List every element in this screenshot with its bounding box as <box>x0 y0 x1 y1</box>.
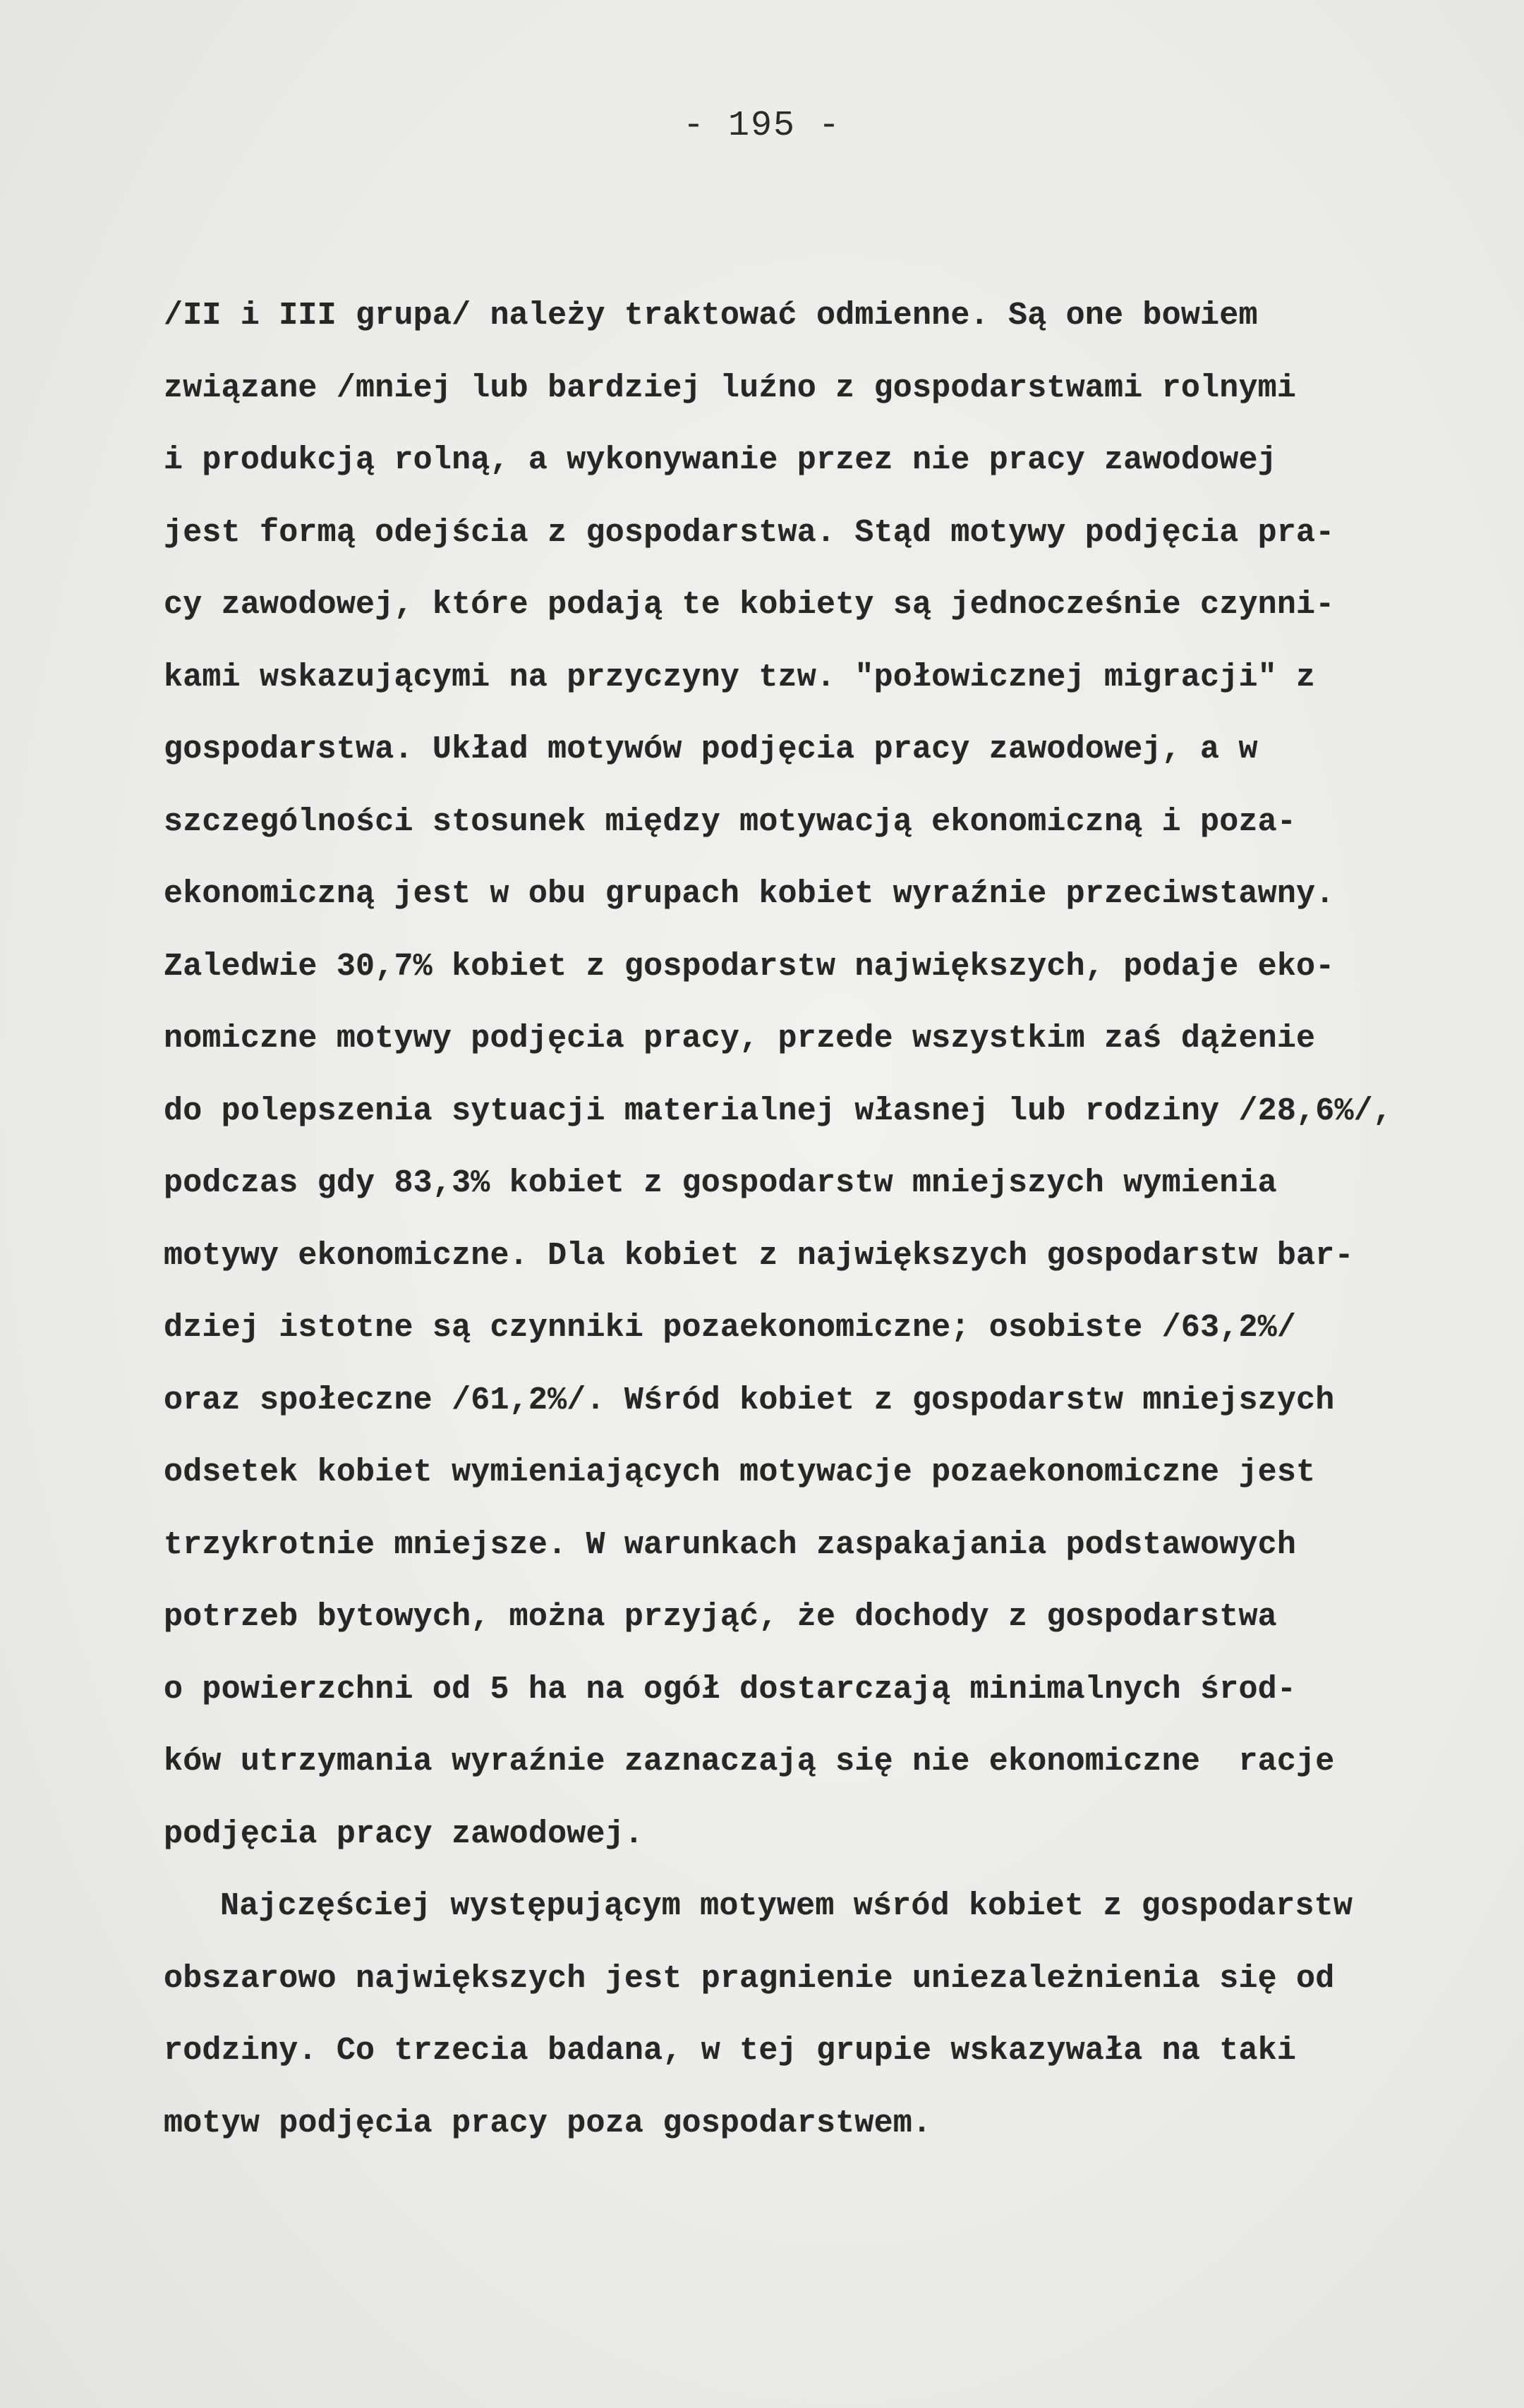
text-line: potrzeb bytowych, można przyjąć, że dochody z gospodarstwa <box>164 1599 1277 1635</box>
text-line: i produkcją rolną, a wykonywanie przez nie pracy zawodowej <box>164 442 1277 478</box>
text-line: Zaledwie 30,7% kobiet z gospodarstw największych, podaje eko- <box>164 948 1335 985</box>
text-line: podczas gdy 83,3% kobiet z gospodarstw mniejszych wymienia <box>164 1165 1277 1201</box>
page-number: - 195 - <box>682 106 842 146</box>
text-line: trzykrotnie mniejsze. W warunkach zaspakajania podstawowych <box>164 1526 1297 1563</box>
text-line: szczególności stosunek między motywacją ekonomiczną i poza- <box>164 803 1297 840</box>
text-line: cy zawodowej, które podają te kobiety są jednocześnie czynni- <box>164 587 1335 623</box>
text-line: o powierzchni od 5 ha na ogół dostarczają minimalnych środ- <box>164 1671 1297 1708</box>
text-line: odsetek kobiet wymieniających motywacje pozaekonomiczne jest <box>164 1454 1316 1490</box>
text-line: obszarowo największych jest pragnienie uniezależnienia się od <box>164 1960 1335 1997</box>
text-line: gospodarstwa. Układ motywów podjęcia pracy zawodowej, a w <box>164 731 1258 767</box>
text-line: rodziny. Co trzecia badana, w tej grupie wskazywała na taki <box>164 2033 1297 2069</box>
text-line: ków utrzymania wyraźnie zaznaczają się nie ekonomiczne racje <box>164 1744 1335 1780</box>
text-line: do polepszenia sytuacji materialnej własnej lub rodziny /28,6%/, <box>164 1093 1393 1129</box>
text-line: ekonomiczną jest w obu grupach kobiet wyraźnie przeciwstawny. <box>164 876 1335 912</box>
text-line: dziej istotne są czynniki pozaekonomiczne; osobiste /63,2%/ <box>164 1310 1297 1346</box>
paragraph-start-line: Najczęściej występującym motywem wśród kobiet z gospodarstw <box>220 1888 1353 1924</box>
text-line: motyw podjęcia pracy poza gospodarstwem. <box>164 2105 932 2141</box>
text-line: oraz społeczne /61,2%/. Wśród kobiet z gospodarstw mniejszych <box>164 1382 1335 1418</box>
text-line: /II i III grupa/ należy traktować odmienne. Są one bowiem <box>164 298 1258 334</box>
text-line: związane /mniej lub bardziej luźno z gospodarstwami rolnymi <box>164 370 1297 406</box>
text-line: kami wskazującymi na przyczyny tzw. "połowicznej migracji" z <box>164 659 1316 695</box>
text-line: nomiczne motywy podjęcia pracy, przede wszystkim zaś dążenie <box>164 1021 1316 1057</box>
body-text <box>164 280 1469 2160</box>
text-line: podjęcia pracy zawodowej. <box>164 1816 644 1852</box>
text-line: motywy ekonomiczne. Dla kobiet z największych gospodarstw bar- <box>164 1237 1354 1274</box>
text-line: jest formą odejścia z gospodarstwa. Stąd motywy podjęcia pra- <box>164 514 1335 551</box>
